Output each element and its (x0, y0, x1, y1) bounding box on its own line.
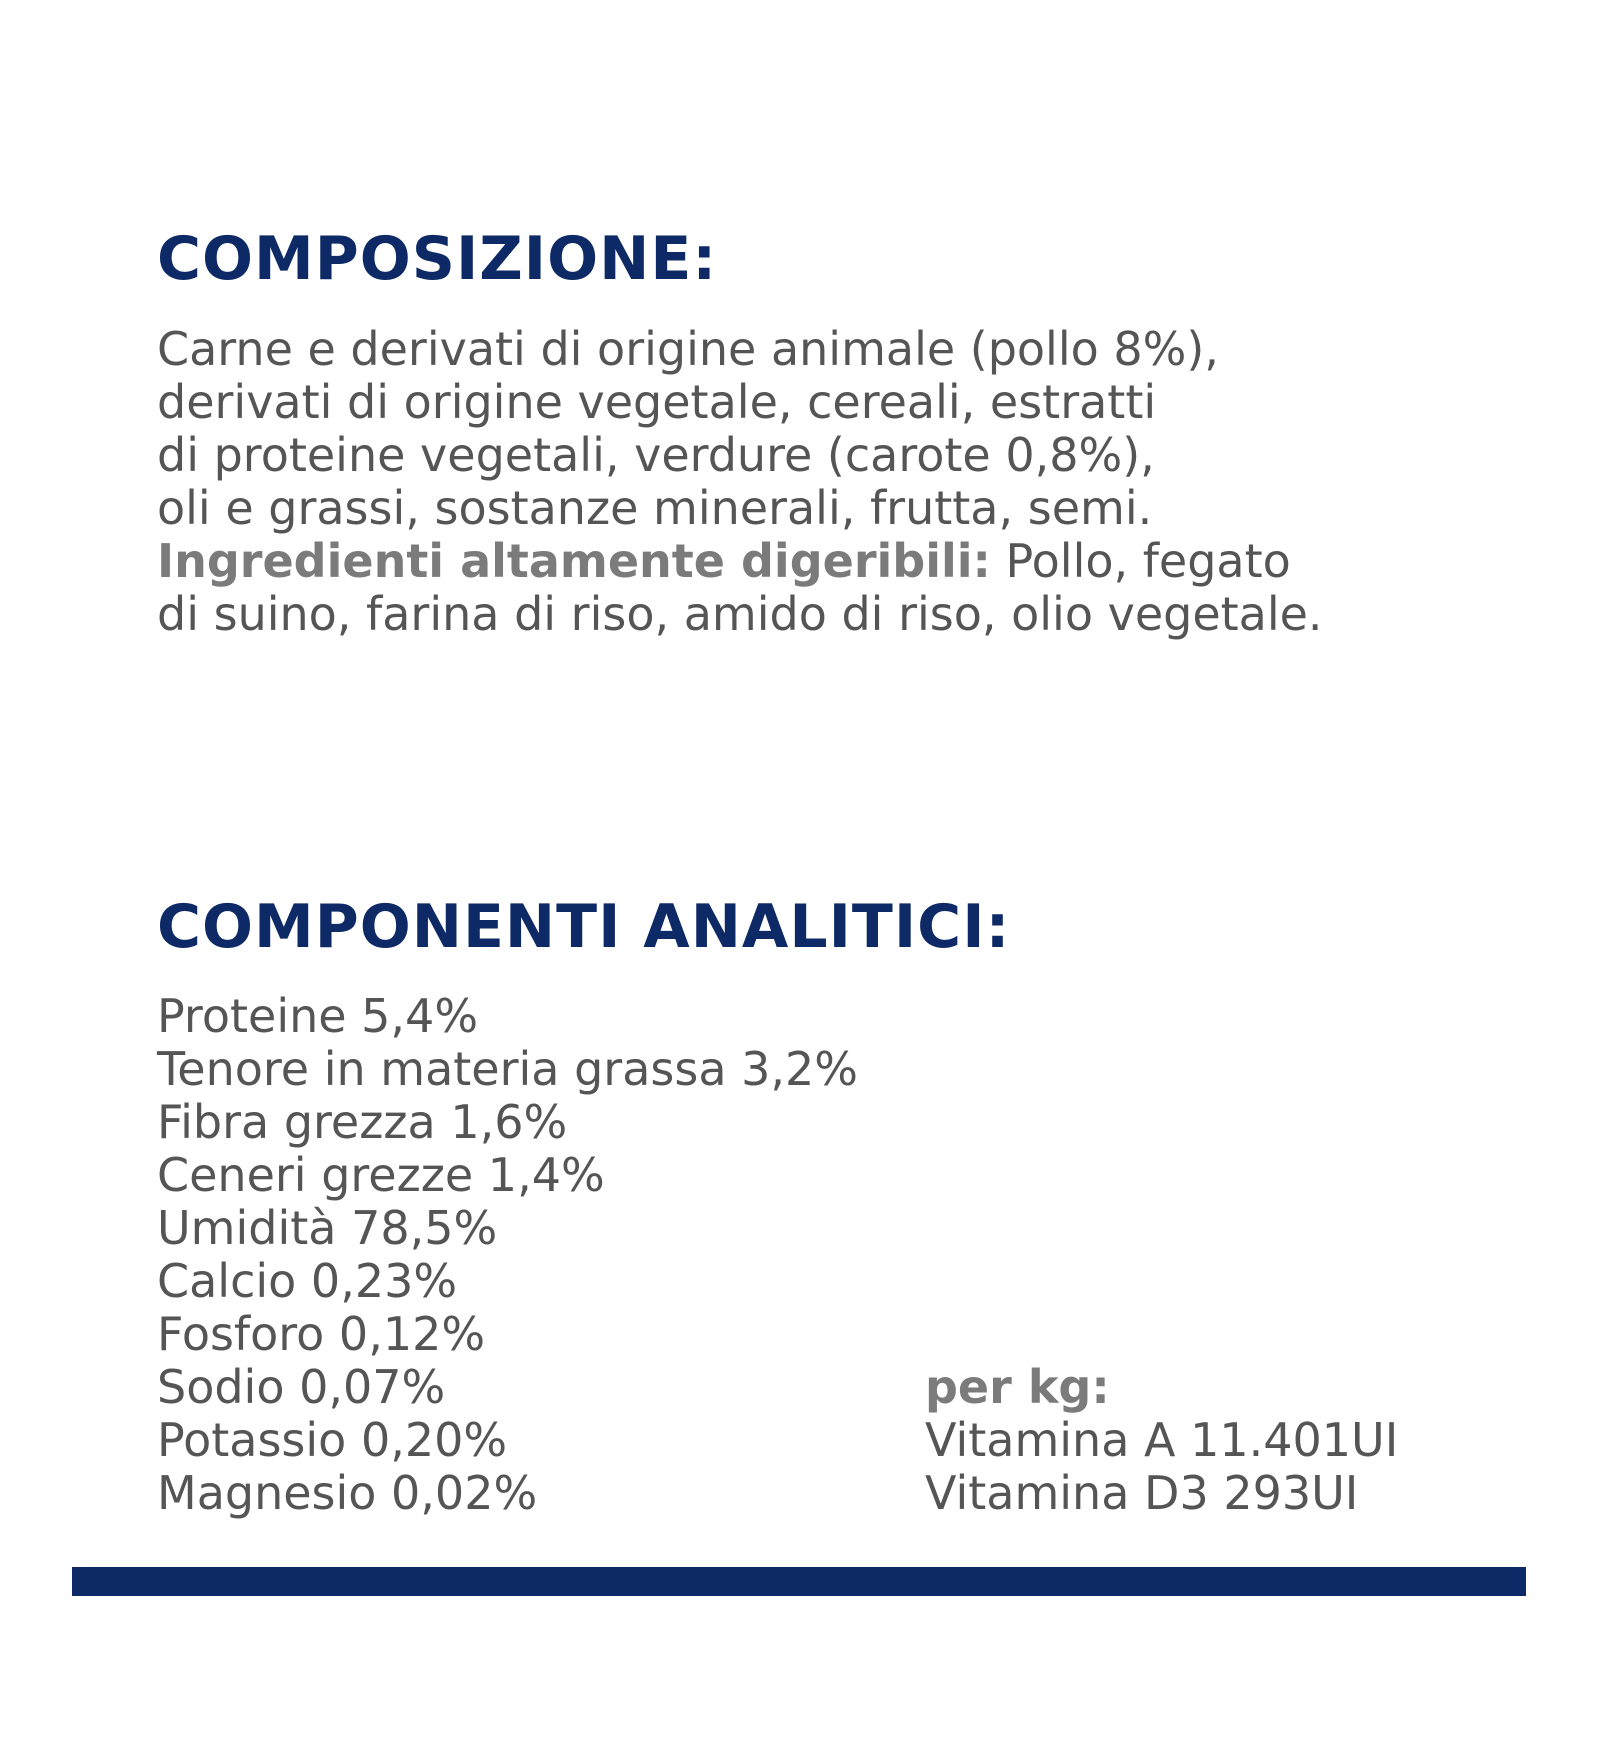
analytical-heading: COMPONENTI ANALITICI: (157, 892, 1011, 962)
digestible-ingredients-text: Pollo, fegato (990, 534, 1291, 588)
list-item: Ceneri grezze 1,4% (157, 1148, 605, 1202)
composition-line: di proteine vegetali, verdure (carote 0,8%), (157, 428, 1155, 482)
composition-line: Carne e derivati di origine animale (pollo 8%), (157, 322, 1219, 376)
list-item: Fibra grezza 1,6% (157, 1095, 568, 1149)
list-item: Magnesio 0,02% (157, 1466, 538, 1520)
vitamin-item: Vitamina A 11.401UI (925, 1413, 1399, 1467)
list-item: Calcio 0,23% (157, 1254, 458, 1308)
bottom-divider-bar (72, 1567, 1526, 1596)
list-item: Umidità 78,5% (157, 1201, 498, 1255)
list-item: Sodio 0,07% (157, 1360, 446, 1414)
analytical-components-list (157, 990, 858, 1520)
composition-line: derivati di origine vegetale, cereali, estratti (157, 375, 1157, 429)
composition-line: oli e grassi, sostanze minerali, frutta, semi. (157, 481, 1153, 535)
vitamin-item: Vitamina D3 293UI (925, 1466, 1359, 1520)
composition-line-highlight (157, 535, 1323, 588)
list-item: Proteine 5,4% (157, 989, 479, 1043)
composition-heading: COMPOSIZIONE: (157, 224, 718, 294)
digestible-ingredients-label: Ingredienti altamente digeribili: (157, 534, 991, 588)
composition-text (157, 323, 1323, 641)
per-kg-label: per kg: (925, 1360, 1110, 1414)
composition-line: di suino, farina di riso, amido di riso, olio vegetale. (157, 587, 1323, 641)
per-kg-block (925, 1361, 1398, 1520)
list-item: Potassio 0,20% (157, 1413, 508, 1467)
list-item: Fosforo 0,12% (157, 1307, 486, 1361)
list-item: Tenore in materia grassa 3,2% (157, 1042, 859, 1096)
